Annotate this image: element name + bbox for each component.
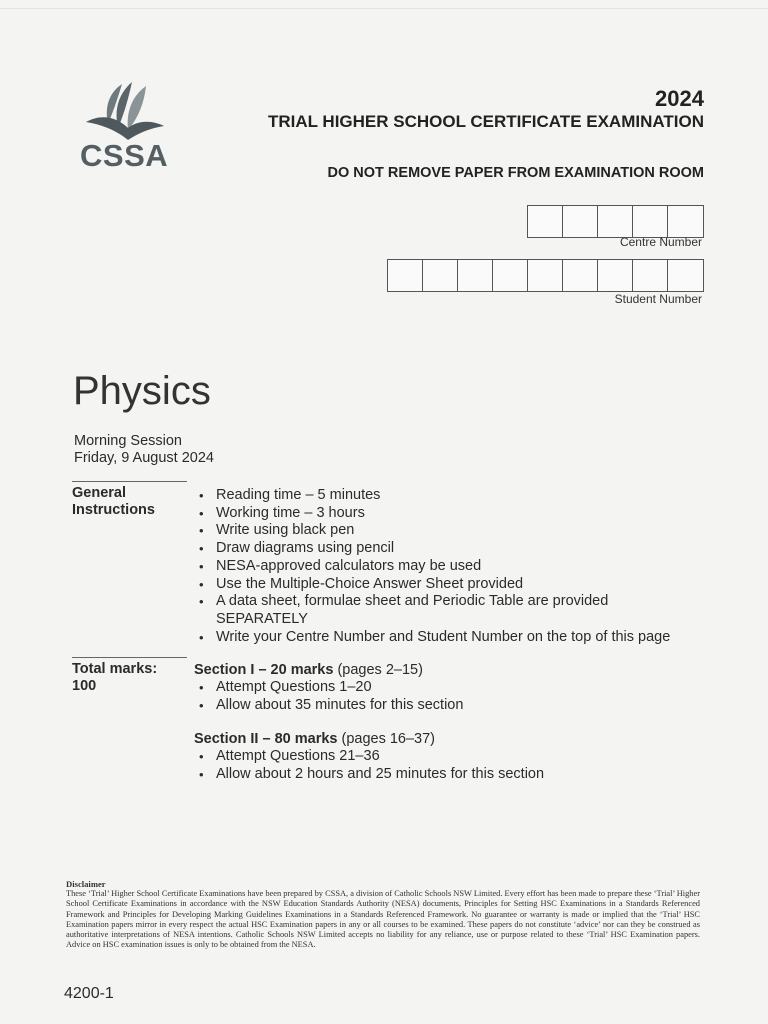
section-2-pages: (pages 16–37) bbox=[337, 731, 436, 747]
student-number-label: Student Number bbox=[614, 292, 702, 306]
list-item: • NESA-approved calculators may be used bbox=[198, 558, 670, 576]
section-2-title: Section II – 80 marks bbox=[194, 731, 338, 747]
paper-code: 4200-1 bbox=[64, 985, 114, 1002]
label-rule bbox=[72, 657, 187, 658]
student-number-cell bbox=[598, 260, 633, 291]
cssa-leaf-icon bbox=[82, 80, 166, 142]
student-number-cell bbox=[493, 260, 528, 291]
scan-edge-line bbox=[0, 8, 768, 9]
student-number-boxes bbox=[387, 259, 704, 292]
general-instructions-label bbox=[72, 485, 155, 519]
section-1-title: Section I – 20 marks bbox=[194, 662, 334, 678]
student-number-cell bbox=[388, 260, 423, 291]
section-2-heading bbox=[194, 731, 435, 748]
centre-number-label: Centre Number bbox=[619, 235, 702, 249]
exam-year: 2024 bbox=[655, 86, 704, 111]
list-item: • Write using black pen bbox=[198, 522, 670, 540]
list-item: • Draw diagrams using pencil bbox=[198, 540, 670, 558]
total-marks-value: 100 bbox=[72, 678, 97, 694]
student-number-cell bbox=[458, 260, 493, 291]
list-item: • Allow about 2 hours and 25 minutes for this section bbox=[198, 766, 544, 784]
student-number-cell bbox=[633, 260, 668, 291]
session-date: Friday, 9 August 2024 bbox=[74, 450, 214, 466]
centre-number-cell bbox=[633, 206, 668, 237]
disclaimer-text: These ‘Trial’ Higher School Certificate Examinations have been prepared by CSSA, a division of Catholic Schools NSW Limited. Every effort has been made to prepare these ‘Trial’ Higher School Certificate Examinations in accordance with the NSW Education Standards Authority (NESA) documents, Principles for Setting HSC Examinations in a Standards Referenced Framework and Principles for Developing Marking Guidelines Examinations in a Standards Referenced Framework. No guarantee or warranty is made or implied that the ‘Trial’ HSC Examination papers mirror in every respect the actual HSC Examination papers in any or all courses to be examined. These papers do not constitute ‘advice’ nor can they be construed as authoritative interpretations of NESA intentions. Catholic Schools NSW Limited accepts no liability for any reliance, use or purpose related to these ‘Trial’ HSC Examination papers. Advice on HSC examination issues is only to be obtained from the NESA. bbox=[66, 889, 700, 950]
cssa-logo bbox=[80, 80, 168, 172]
disclaimer-heading: Disclaimer bbox=[66, 879, 106, 889]
student-number-cell bbox=[528, 260, 563, 291]
list-item: • Attempt Questions 1–20 bbox=[198, 679, 463, 697]
student-number-cell bbox=[563, 260, 598, 291]
centre-number-cell bbox=[598, 206, 633, 237]
centre-number-cell bbox=[563, 206, 598, 237]
label-line: Instructions bbox=[72, 502, 155, 518]
label-line: Total marks: bbox=[72, 661, 158, 677]
logo-wordmark: CSSA bbox=[80, 138, 169, 173]
general-instructions-list bbox=[198, 487, 670, 646]
centre-number-cell bbox=[668, 206, 703, 237]
list-item: • Use the Multiple-Choice Answer Sheet provided bbox=[198, 576, 670, 594]
list-item: • Attempt Questions 21–36 bbox=[198, 748, 544, 766]
session-info bbox=[74, 433, 214, 467]
disclaimer bbox=[66, 879, 700, 950]
session-name: Morning Session bbox=[74, 433, 182, 449]
total-marks-label bbox=[72, 661, 157, 695]
remove-paper-notice: DO NOT REMOVE PAPER FROM EXAMINATION ROOM bbox=[327, 165, 704, 181]
label-rule bbox=[72, 481, 187, 482]
label-line: General bbox=[72, 485, 126, 501]
centre-number-boxes bbox=[527, 205, 704, 238]
list-item: • Allow about 35 minutes for this section bbox=[198, 697, 463, 715]
section-1-heading bbox=[194, 662, 423, 679]
section-2-list bbox=[198, 748, 544, 783]
student-number-cell bbox=[668, 260, 703, 291]
subject-title: Physics bbox=[73, 369, 211, 413]
section-1-pages: (pages 2–15) bbox=[333, 662, 423, 678]
centre-number-cell bbox=[528, 206, 563, 237]
list-item: • Write your Centre Number and Student Number on the top of this page bbox=[198, 629, 670, 647]
exam-title: TRIAL HIGHER SCHOOL CERTIFICATE EXAMINATION bbox=[267, 112, 704, 131]
student-number-cell bbox=[423, 260, 458, 291]
list-item: • Working time – 3 hours bbox=[198, 505, 670, 523]
list-item: • Reading time – 5 minutes bbox=[198, 487, 670, 505]
section-1-list bbox=[198, 679, 463, 714]
list-item: • A data sheet, formulae sheet and Periodic Table are provided SEPARATELY bbox=[198, 593, 670, 628]
